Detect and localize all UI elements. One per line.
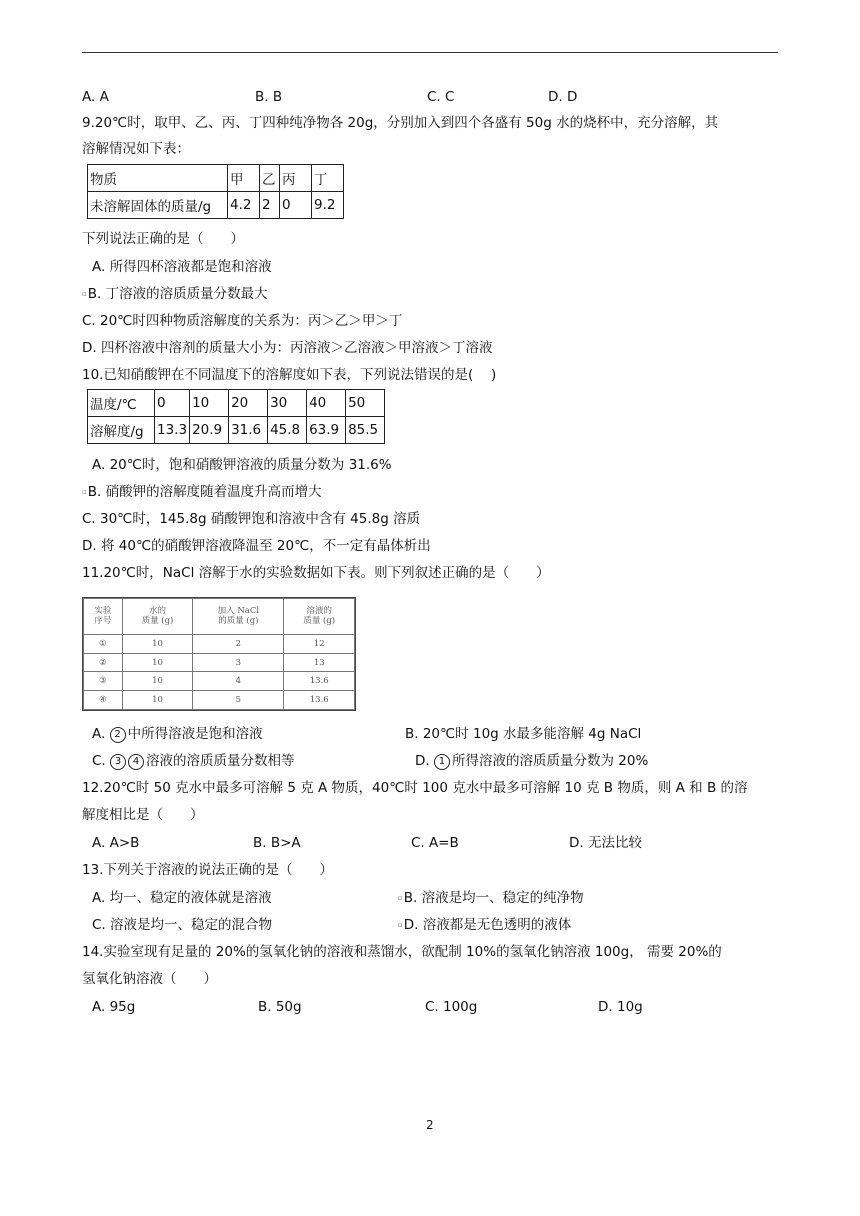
q10-option-b bbox=[82, 483, 322, 501]
q8-option-b: B. B bbox=[255, 89, 283, 105]
table-row bbox=[88, 192, 344, 219]
table-row bbox=[84, 653, 355, 672]
q14-option-c: C. 100g bbox=[425, 999, 478, 1015]
q14-stem-line2: 氢氧化钠溶液（ ） bbox=[82, 971, 217, 987]
table-row bbox=[88, 417, 385, 444]
q13-stem: 13.下列关于溶液的说法正确的是（ ） bbox=[82, 862, 333, 878]
table-cell: 63.9 bbox=[307, 417, 346, 444]
option-text: 所得溶液的溶质质量分数为 20% bbox=[451, 753, 649, 769]
table-cell: 20 bbox=[229, 390, 268, 417]
table-cell: ① bbox=[84, 634, 123, 653]
q12-option-d: D. 无法比较 bbox=[569, 835, 642, 851]
table-cell: 45.8 bbox=[268, 417, 307, 444]
q12-option-a: A. A>B bbox=[92, 835, 140, 851]
table-cell: 物质 bbox=[88, 165, 228, 192]
table-cell: 2 bbox=[193, 634, 284, 653]
table-cell: ② bbox=[84, 653, 123, 672]
table-cell: 4.2 bbox=[228, 192, 260, 219]
q9-option-a: A. 所得四杯溶液都是饱和溶液 bbox=[92, 259, 272, 275]
table-cell: 9.2 bbox=[312, 192, 344, 219]
table-cell: 甲 bbox=[228, 165, 260, 192]
table-cell: 温度/℃ bbox=[88, 390, 155, 417]
q9-stem-line1: 9.20℃时，取甲、乙、丙、丁四种纯净物各 20g，分别加入到四个各盛有 50g 水的烧杯中，充分溶解，其 bbox=[82, 115, 719, 131]
table-row bbox=[84, 672, 355, 691]
q14-option-b: B. 50g bbox=[258, 999, 302, 1015]
table-cell: 50 bbox=[346, 390, 385, 417]
table-row bbox=[84, 634, 355, 653]
q10-option-b-text: B. 硝酸钾的溶解度随着温度升高而增大 bbox=[87, 484, 322, 500]
option-prefix: D. bbox=[415, 753, 430, 769]
table-cell: 10 bbox=[122, 672, 192, 691]
circled-number: 3 bbox=[110, 754, 126, 770]
option-prefix: A. bbox=[92, 726, 106, 742]
q11-data-table-image bbox=[82, 597, 356, 711]
q8-option-a: A. A bbox=[82, 89, 109, 105]
q14-option-a: A. 95g bbox=[92, 999, 136, 1015]
option-text: 中所得溶液是饱和溶液 bbox=[127, 726, 263, 742]
q10-stem: 10.已知硝酸钾在不同温度下的溶解度如下表，下列说法错误的是( ) bbox=[82, 367, 497, 383]
q13-option-b bbox=[398, 889, 584, 907]
table-cell: 3 bbox=[193, 653, 284, 672]
q9-option-b bbox=[82, 285, 268, 303]
q9-option-b-text: B. 丁溶液的溶质质量分数最大 bbox=[87, 286, 268, 302]
q13-option-d-text: D. 溶液都是无色透明的液体 bbox=[403, 917, 572, 933]
q9-stem-line2: 溶解情况如下表： bbox=[82, 141, 190, 157]
q11-stem: 11.20℃时，NaCl 溶解于水的实验数据如下表。则下列叙述正确的是（ ） bbox=[82, 565, 550, 581]
q13-option-d bbox=[398, 916, 571, 934]
q13-option-b-text: B. 溶液是均一、稳定的纯净物 bbox=[403, 890, 584, 906]
q10-table bbox=[87, 389, 385, 444]
bullet-mark: ▫ bbox=[82, 488, 87, 496]
circled-number: 4 bbox=[128, 754, 144, 770]
q11-option-c bbox=[92, 752, 295, 770]
table-cell: 乙 bbox=[260, 165, 280, 192]
circled-number: 2 bbox=[110, 727, 126, 743]
table-cell: 10 bbox=[122, 653, 192, 672]
option-text: 溶液的溶质质量分数相等 bbox=[146, 753, 295, 769]
q10-option-d: D. 将 40℃的硝酸钾溶液降温至 20℃，不一定有晶体析出 bbox=[82, 538, 431, 554]
q12-stem-line1: 12.20℃时 50 克水中最多可溶解 5 克 A 物质，40℃时 100 克水中最多可溶解 10 克 B 物质，则 A 和 B 的溶 bbox=[82, 780, 748, 796]
table-row bbox=[84, 691, 355, 710]
page-number: 2 bbox=[426, 1118, 434, 1132]
table-cell: 10 bbox=[122, 634, 192, 653]
q9-option-d: D. 四杯溶液中溶剂的质量大小为：丙溶液＞乙溶液＞甲溶液＞丁溶液 bbox=[82, 340, 493, 356]
table-cell: ④ bbox=[84, 691, 123, 710]
q8-option-c: C. C bbox=[427, 89, 455, 105]
q13-option-c: C. 溶液是均一、稳定的混合物 bbox=[92, 917, 273, 933]
circled-number: 1 bbox=[434, 754, 450, 770]
q8-option-d: D. D bbox=[548, 89, 578, 105]
table-cell: 2 bbox=[260, 192, 280, 219]
table-cell: 丙 bbox=[280, 165, 312, 192]
table-cell: ③ bbox=[84, 672, 123, 691]
q11-option-a bbox=[92, 725, 263, 743]
header-rule bbox=[82, 52, 778, 53]
q9-option-c: C. 20℃时四种物质溶解度的关系为：丙＞乙＞甲＞丁 bbox=[82, 313, 403, 329]
q14-stem-line1: 14.实验室现有足量的 20%的氢氧化钠的溶液和蒸馏水，欲配制 10%的氢氧化钠溶液 100g， 需要 20%的 bbox=[82, 944, 722, 960]
table-cell: 85.5 bbox=[346, 417, 385, 444]
q11-option-b: B. 20℃时 10g 水最多能溶解 4g NaCl bbox=[405, 726, 642, 742]
q10-option-c: C. 30℃时，145.8g 硝酸钾饱和溶液中含有 45.8g 溶质 bbox=[82, 511, 421, 527]
bullet-mark: ▫ bbox=[398, 921, 403, 929]
bullet-mark: ▫ bbox=[398, 894, 403, 902]
table-cell: 4 bbox=[193, 672, 284, 691]
table-cell: 30 bbox=[268, 390, 307, 417]
table-cell: 10 bbox=[190, 390, 229, 417]
table-cell: 40 bbox=[307, 390, 346, 417]
q12-option-c: C. A=B bbox=[411, 835, 459, 851]
q12-stem-line2: 解度相比是（ ） bbox=[82, 807, 204, 823]
q13-option-a: A. 均一、稳定的液体就是溶液 bbox=[92, 890, 272, 906]
header-cell: 水的 质量 (g) bbox=[122, 599, 192, 635]
table-cell: 13.6 bbox=[284, 672, 355, 691]
q9-prompt: 下列说法正确的是（ ） bbox=[82, 231, 244, 247]
table-cell: 未溶解固体的质量/g bbox=[88, 192, 228, 219]
table-cell: 12 bbox=[284, 634, 355, 653]
table-cell: 溶解度/g bbox=[88, 417, 155, 444]
table-cell: 10 bbox=[122, 691, 192, 710]
table-cell: 0 bbox=[155, 390, 190, 417]
q9-table bbox=[87, 164, 344, 219]
option-prefix: C. bbox=[92, 753, 106, 769]
q12-option-b: B. B>A bbox=[253, 835, 301, 851]
table-cell: 13.3 bbox=[155, 417, 190, 444]
table-row bbox=[88, 165, 344, 192]
table-cell: 丁 bbox=[312, 165, 344, 192]
table-cell: 0 bbox=[280, 192, 312, 219]
table-cell: 5 bbox=[193, 691, 284, 710]
table-cell: 13 bbox=[284, 653, 355, 672]
header-cell: 加入 NaCl 的质量 (g) bbox=[193, 599, 284, 635]
table-cell: 31.6 bbox=[229, 417, 268, 444]
q11-option-d bbox=[415, 752, 648, 770]
table-cell: 20.9 bbox=[190, 417, 229, 444]
header-cell: 实验 序号 bbox=[84, 599, 123, 635]
table-header-row bbox=[84, 599, 355, 635]
bullet-mark: ▫ bbox=[82, 290, 87, 298]
table-row bbox=[88, 390, 385, 417]
header-cell: 溶液的 质量 (g) bbox=[284, 599, 355, 635]
q10-option-a: A. 20℃时，饱和硝酸钾溶液的质量分数为 31.6% bbox=[92, 457, 392, 473]
table-cell: 13.6 bbox=[284, 691, 355, 710]
q14-option-d: D. 10g bbox=[598, 999, 643, 1015]
